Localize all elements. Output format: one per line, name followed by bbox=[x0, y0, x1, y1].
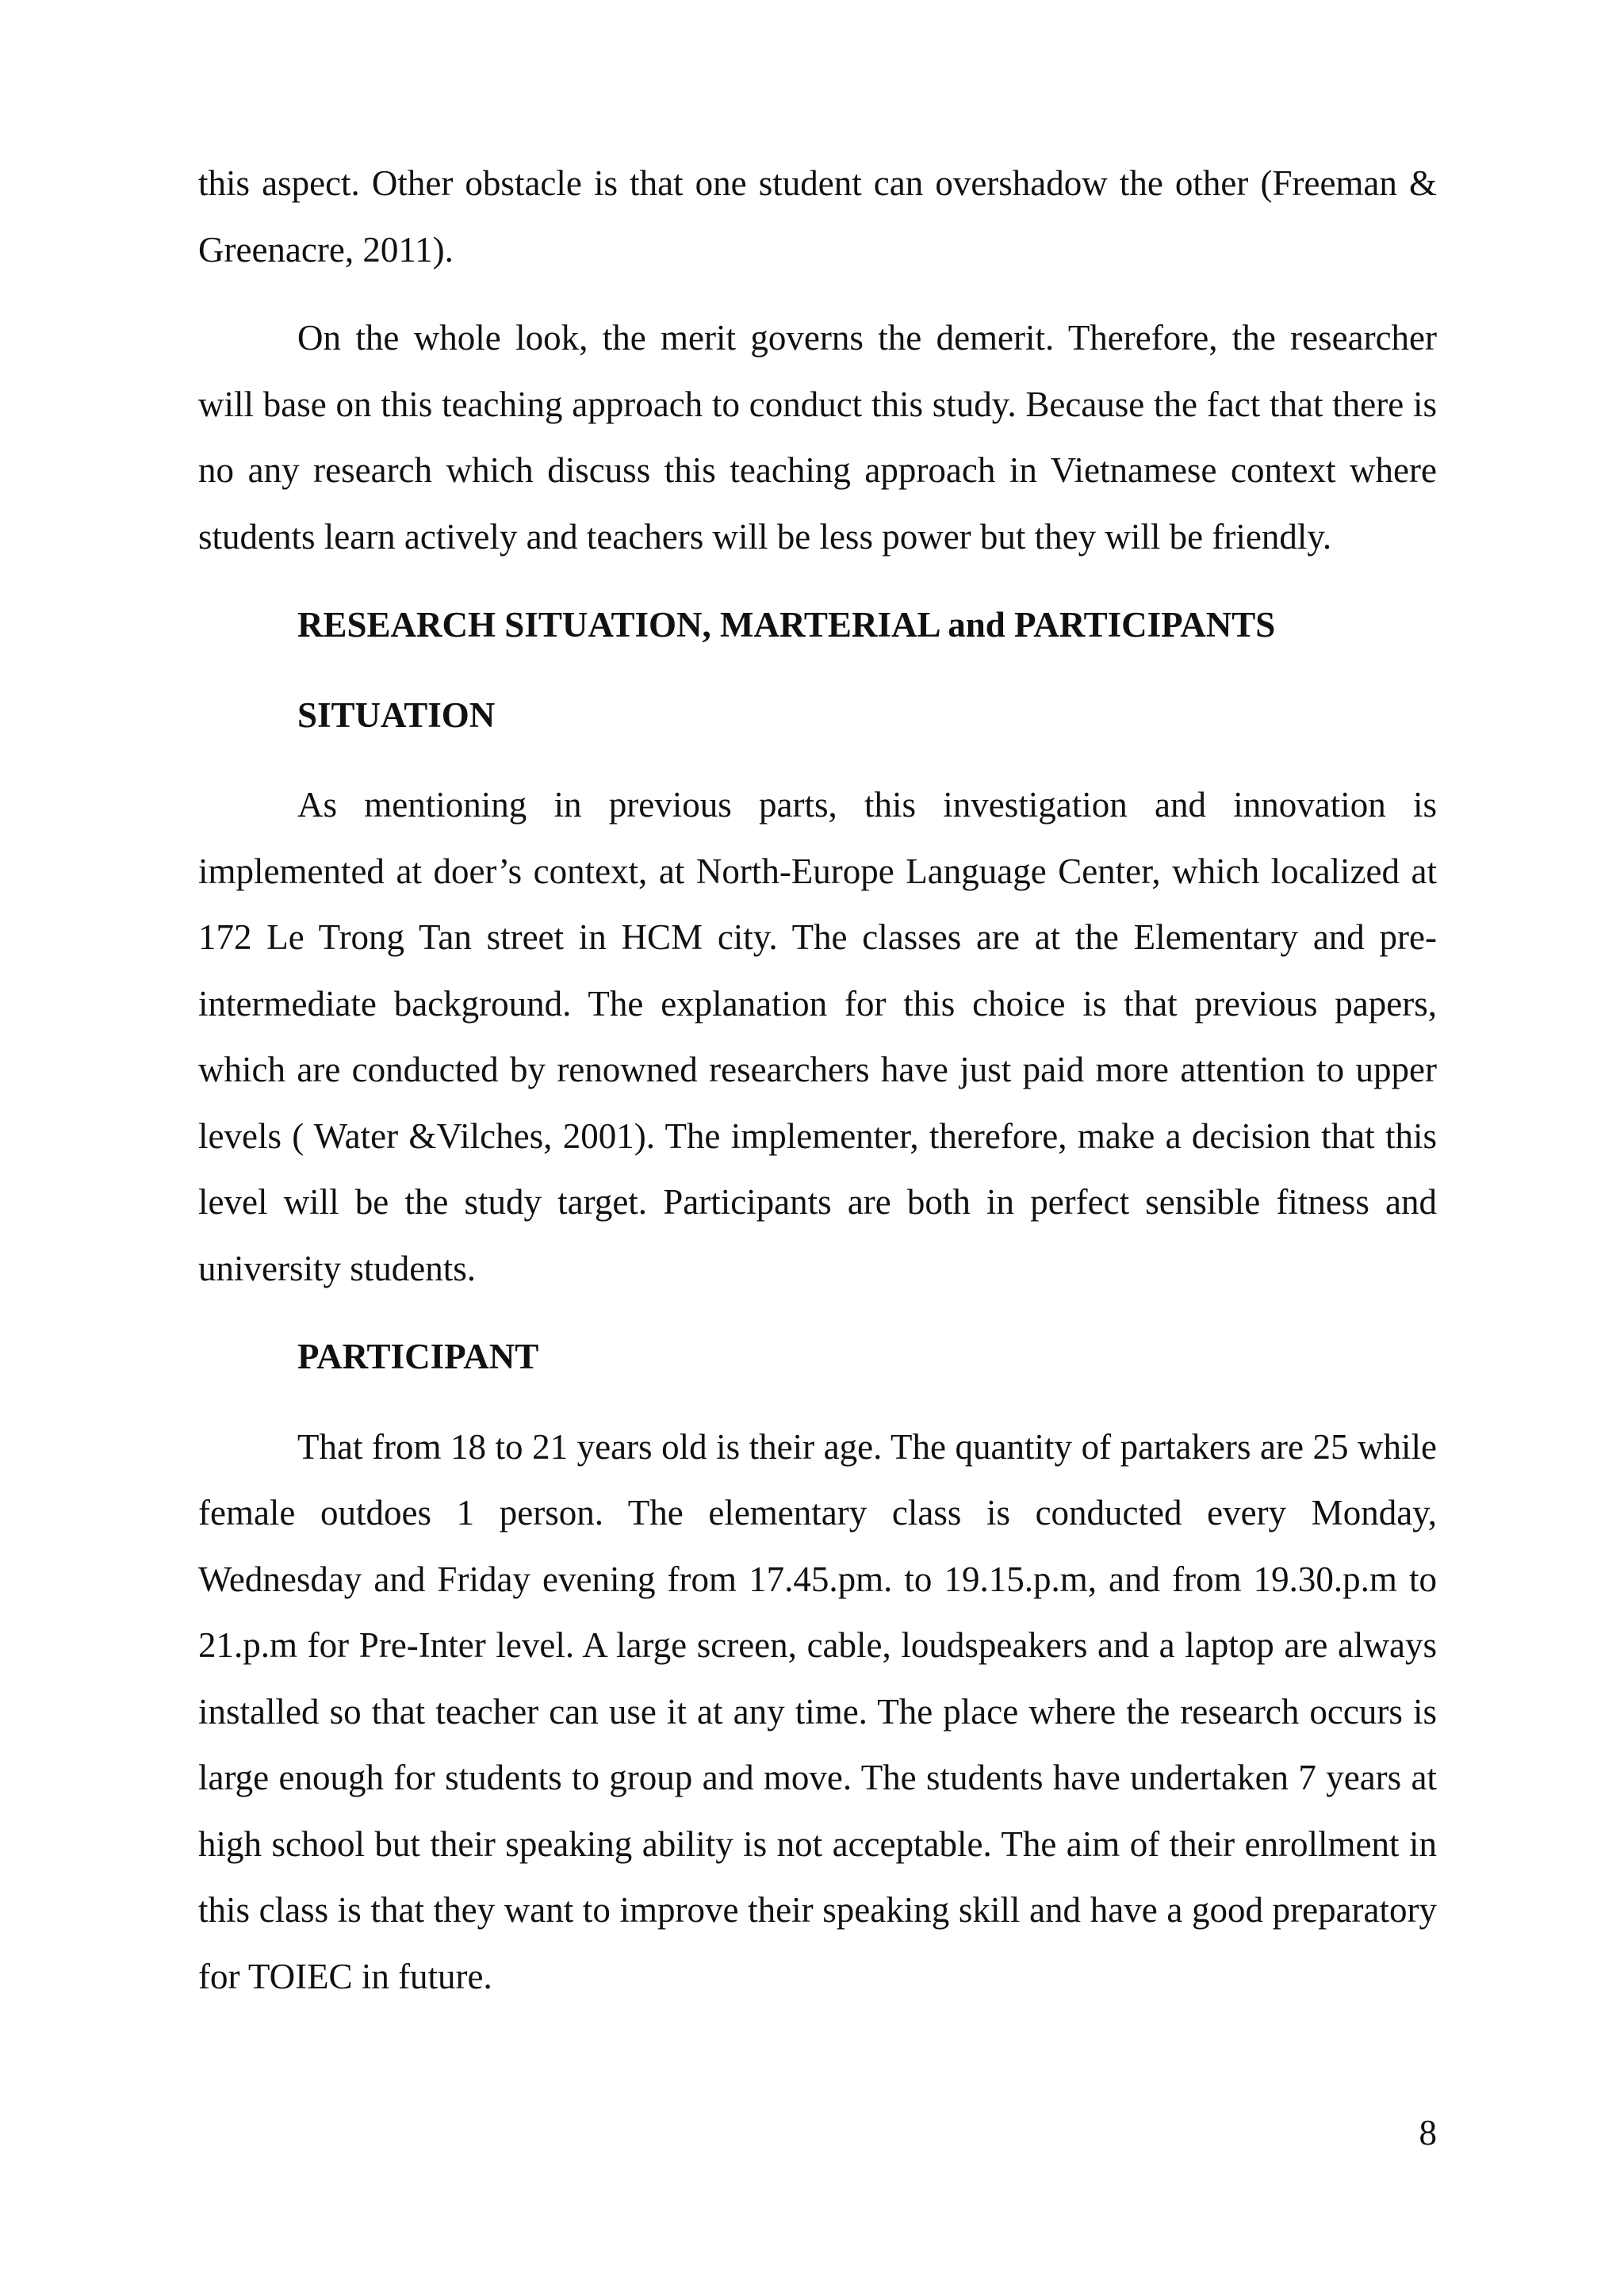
document-page bbox=[198, 151, 1437, 2032]
paragraph-participant: That from 18 to 21 years old is their age. The quantity of partakers are 25 while female outdoes 1 person. The elementary class is conducted every Monday, Wednesday and Friday evening from 17.45.pm. to 19.15.p.m, and from 19.30.p.m to 21.p.m for Pre-Inter level. A large screen, cable, loudspeakers and a laptop are always installed so that teacher can use it at any time. The place where the research occurs is large enough for students to group and move. The students have undertaken 7 years at high school but their speaking ability is not acceptable. The aim of their enrollment in this class is that they want to improve their speaking skill and have a good preparatory for TOIEC in future. bbox=[198, 1426, 1437, 1996]
section-heading-research-situation: RESEARCH SITUATION, MARTERIAL and PARTICIPANTS bbox=[297, 605, 1276, 645]
paragraph-situation: As mentioning in previous parts, this investigation and innovation is implemented at doer’s context, at North-Europe Language Center, which localized at 172 Le Trong Tan street in HCM city. The classes are at the Elementary and pre-intermediate background. The explanation for this choice is that previous papers, which are conducted by renowned researchers have just paid more attention to upper levels ( Water &Vilches, 2001). The implementer, therefore, make a decision that this level will be the study target. Participants are both in perfect sensible fitness and university students. bbox=[198, 785, 1437, 1288]
paragraph-continuation: this aspect. Other obstacle is that one student can overshadow the other (Freeman & Greenacre, 2011). bbox=[198, 163, 1437, 270]
subheading-participant: PARTICIPANT bbox=[297, 1337, 539, 1376]
page-number: 8 bbox=[1419, 2113, 1437, 2152]
subheading-situation: SITUATION bbox=[297, 695, 496, 735]
paragraph-merit: On the whole look, the merit governs the demerit. Therefore, the researcher will base on this teaching approach to conduct this study. Because the fact that there is no any research which discuss this teaching approach in Vietnamese context where students learn actively and teachers will be less power but they will be friendly. bbox=[198, 318, 1437, 557]
